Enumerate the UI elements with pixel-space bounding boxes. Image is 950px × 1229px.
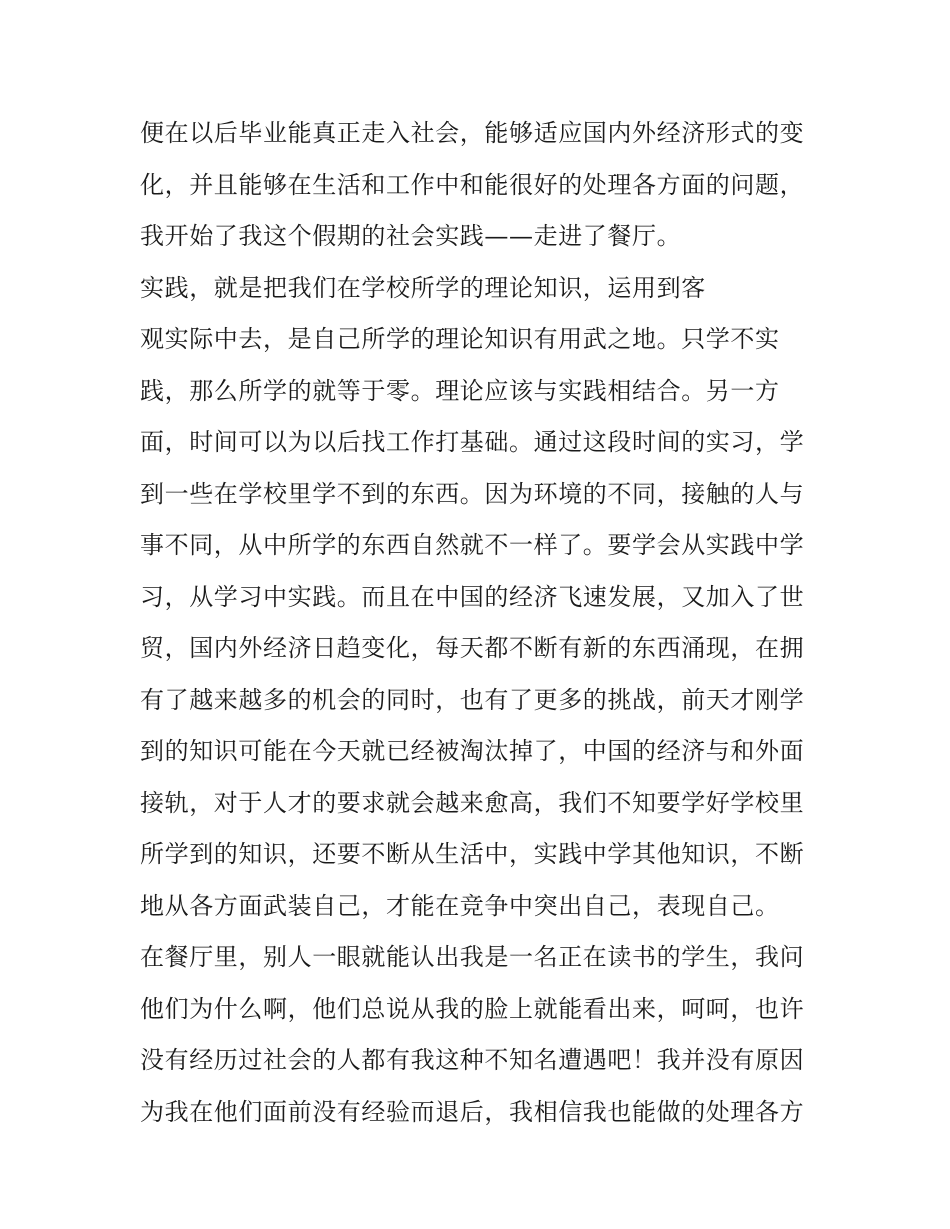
text-line: 在餐厅里，别人一眼就能认出我是一名正在读书的学生，我问 (140, 943, 805, 971)
text-line: 到一些在学校里学不到的东西。因为环境的不同，接触的人与 (140, 479, 805, 508)
text-line: 接轨，对于人才的要求就会越来愈高，我们不知要学好学校里 (140, 788, 805, 817)
text-line: 没有经历过社会的人都有我这种不知名遭遇吧！我并没有原因 (140, 1046, 805, 1074)
text-line: 为我在他们面前没有经验而退后，我相信我也能做的处理各方 (140, 1097, 805, 1126)
text-line: 地从各方面武装自己，才能在竞争中突出自己，表现自己。 (140, 891, 780, 920)
text-line: 观实际中去，是自己所学的理论知识有用武之地。只学不实 (140, 325, 780, 353)
text-line: 化，并且能够在生活和工作中和能很好的处理各方面的问题， (140, 170, 805, 199)
text-line: 践，那么所学的就等于零。理论应该与实践相结合。另一方 (140, 376, 780, 405)
text-line: 面，时间可以为以后找工作打基础。通过这段时间的实习，学 (140, 428, 805, 456)
text-line: 有了越来越多的机会的同时，也有了更多的挑战，前天才刚学 (140, 685, 805, 714)
text-line: 事不同，从中所学的东西自然就不一样了。要学会从实践中学 (140, 531, 805, 559)
text-line: 到的知识可能在今天就已经被淘汰掉了，中国的经济与和外面 (140, 737, 805, 765)
text-line: 所学到的知识，还要不断从生活中，实践中学其他知识，不断 (140, 840, 805, 868)
text-line: 我开始了我这个假期的社会实践——走进了餐厅。 (140, 222, 682, 250)
text-line: 便在以后毕业能真正走入社会，能够适应国内外经济形式的变 (140, 119, 805, 147)
text-line: 习，从学习中实践。而且在中国的经济飞速发展，又加入了世 (140, 582, 805, 611)
text-line: 他们为什么啊，他们总说从我的脸上就能看出来，呵呵，也许 (140, 994, 805, 1023)
text-line: 贸，国内外经济日趋变化，每天都不断有新的东西涌现，在拥 (140, 634, 805, 662)
body-text (140, 108, 820, 1138)
text-line: 实践，就是把我们在学校所学的理论知识，运用到客 (140, 273, 706, 302)
